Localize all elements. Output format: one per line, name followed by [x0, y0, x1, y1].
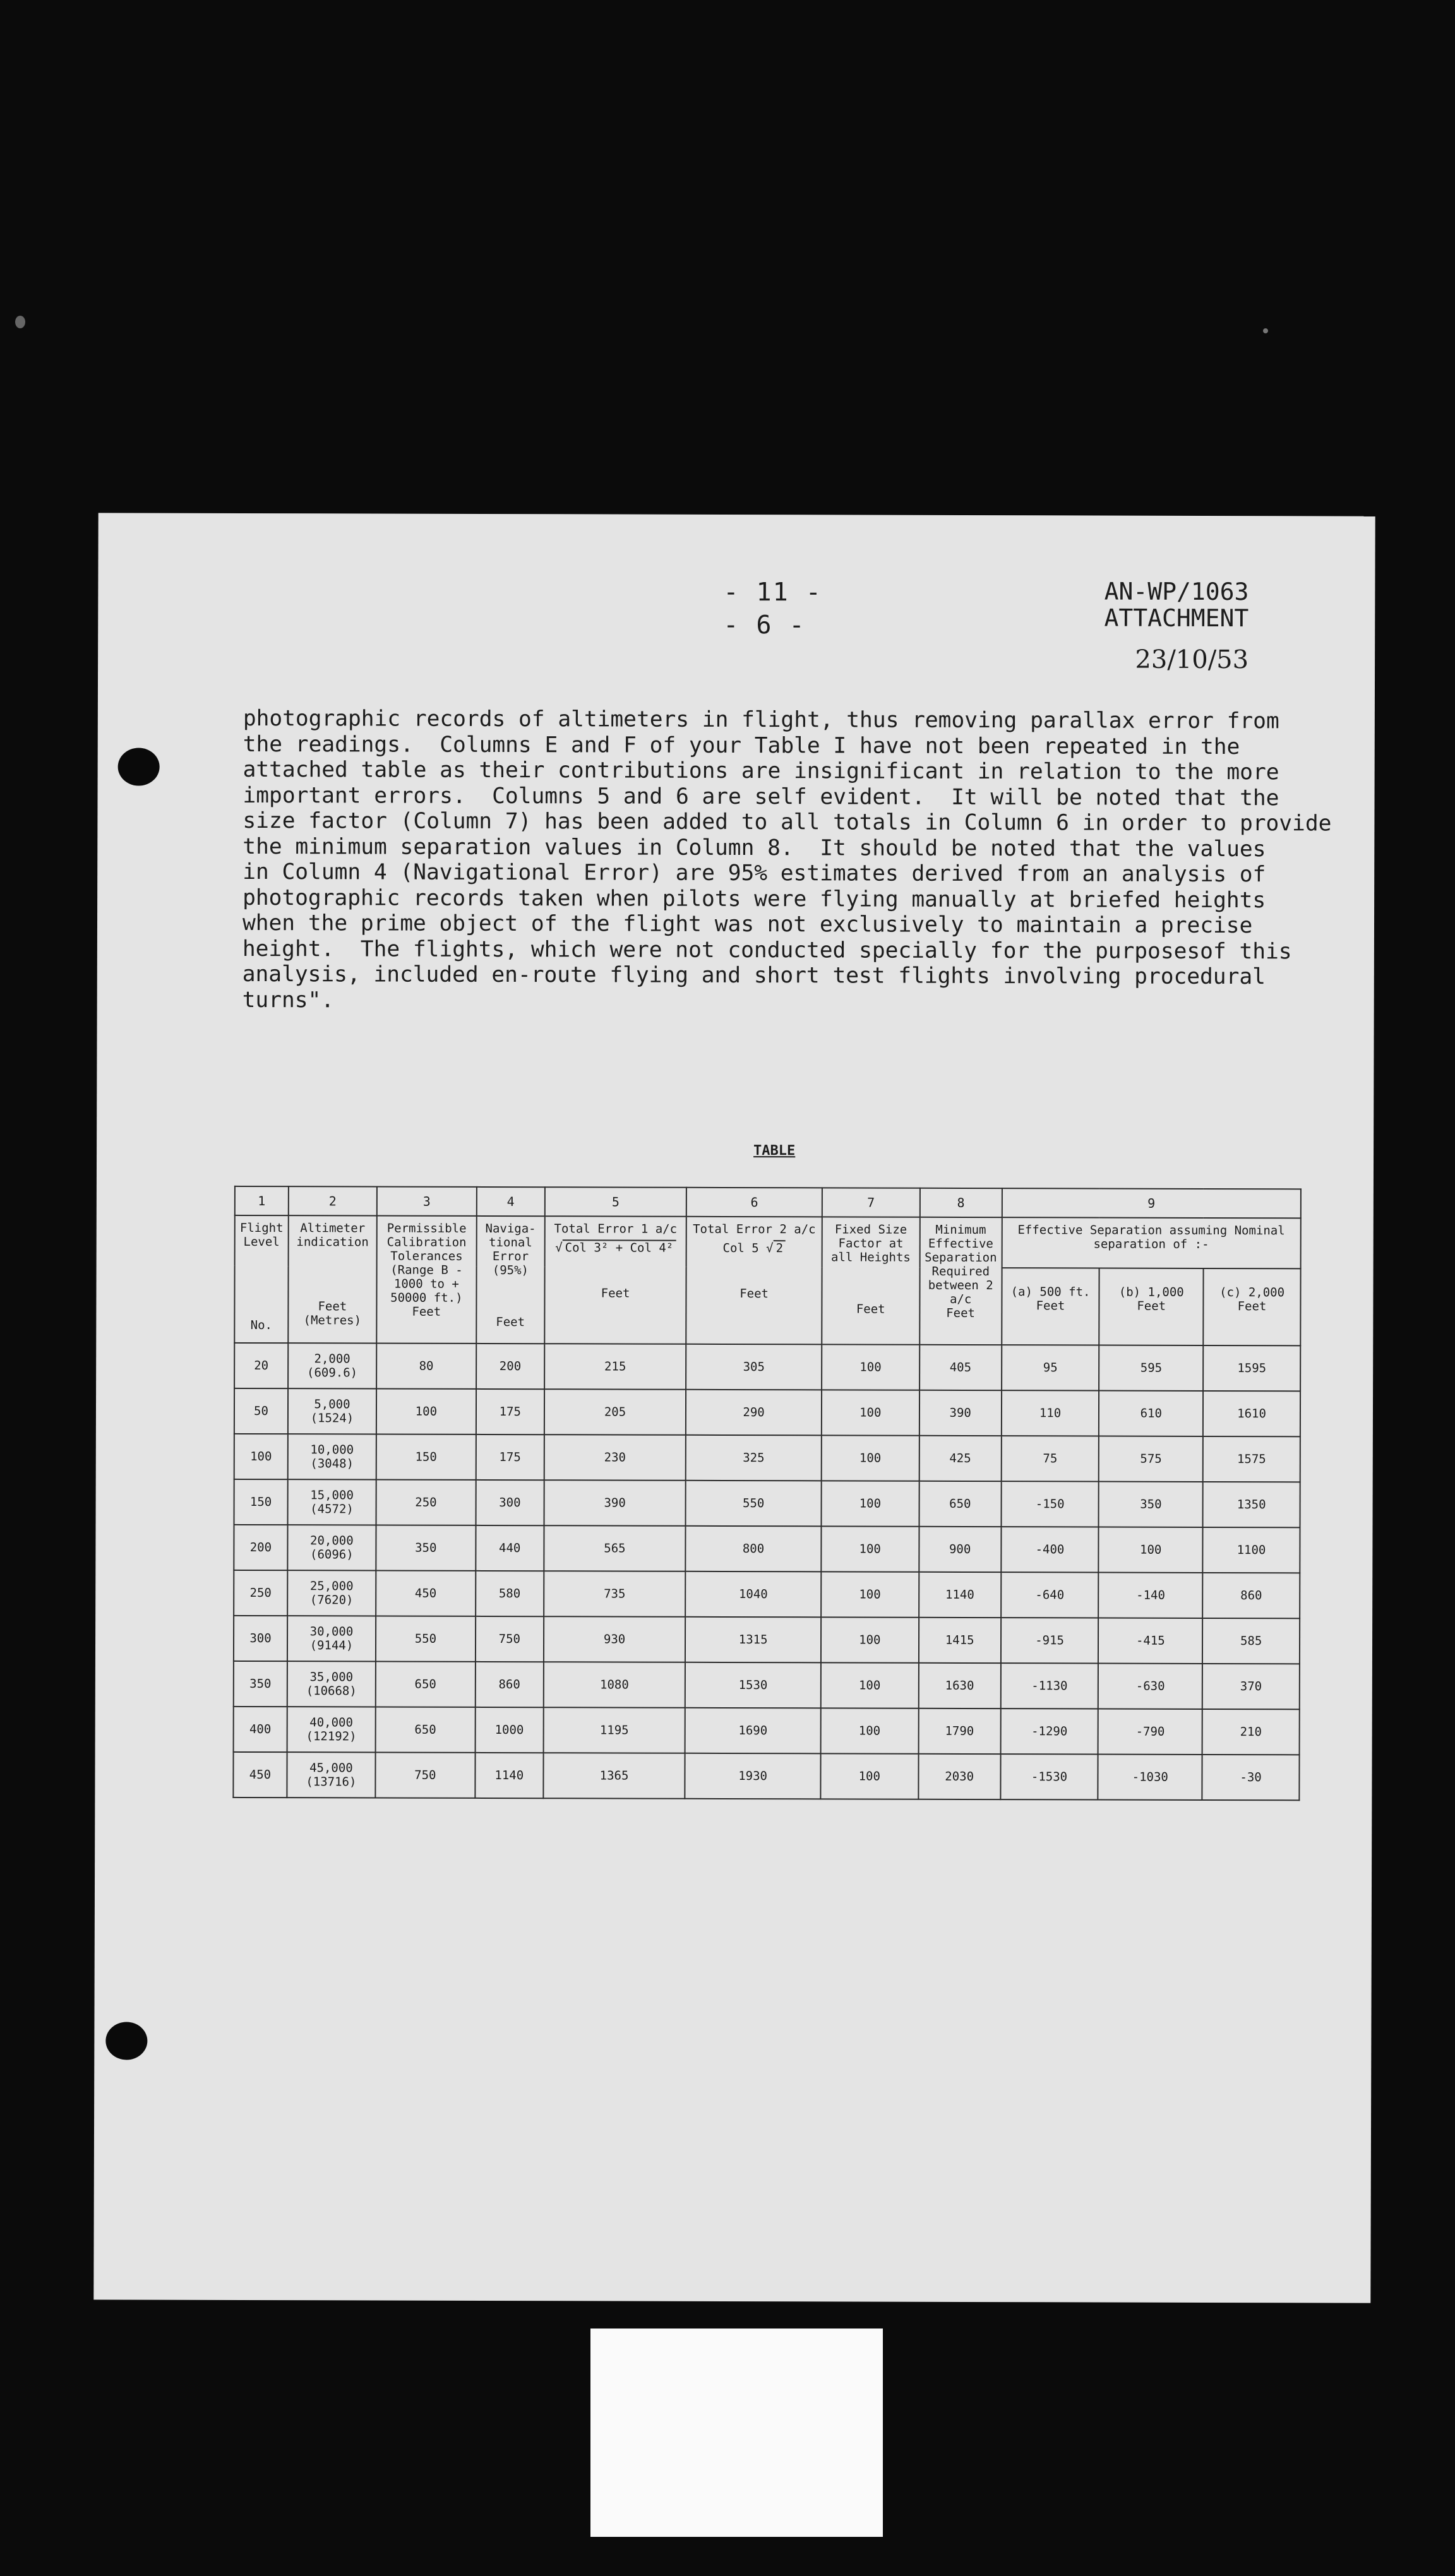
table-cell-c3: 650	[375, 1707, 475, 1753]
edge-speck	[15, 316, 25, 328]
table-cell-c6: 1930	[685, 1753, 821, 1799]
table-cell-c7: 100	[821, 1481, 919, 1526]
table-cell-c4: 860	[476, 1662, 544, 1707]
table-cell-c8: 1415	[919, 1618, 1001, 1663]
table-cell-c: 1350	[1203, 1482, 1300, 1527]
table-cell-c3: 100	[376, 1389, 476, 1434]
table-cell-c4: 580	[476, 1571, 544, 1616]
table-cell-c4: 750	[476, 1616, 544, 1662]
table-cell-c3: 550	[376, 1616, 476, 1662]
table-cell-c6: 800	[686, 1526, 822, 1572]
header-text: (a) 500 ft.	[1010, 1285, 1091, 1299]
table-cell-c5: 230	[544, 1434, 686, 1481]
col-number: 6	[686, 1188, 822, 1217]
page-number-outer: - 11 -	[723, 577, 822, 607]
table-cell-c: 210	[1202, 1709, 1300, 1755]
altitude-metres: (12192)	[306, 1729, 357, 1744]
header-sub-b	[1099, 1268, 1204, 1345]
table-cell-a: -1290	[1000, 1708, 1098, 1754]
table-cell-c5: 390	[544, 1480, 686, 1526]
header-unit: Feet (Metres)	[303, 1299, 362, 1328]
header-text: Total Error 1 a/c	[554, 1222, 678, 1236]
table-cell-c3: 350	[376, 1525, 476, 1571]
header-text: (c) 2,000	[1219, 1285, 1285, 1300]
table-cell-fl: 350	[234, 1661, 287, 1707]
table-cell-c5: 1365	[543, 1753, 685, 1799]
altitude-feet: 30,000	[309, 1625, 354, 1639]
table-cell-fl: 150	[234, 1479, 288, 1525]
table-cell-c6: 305	[686, 1344, 822, 1390]
table-cell-c7: 100	[822, 1390, 919, 1435]
altitude-metres: (13716)	[306, 1775, 357, 1789]
table-cell-c4: 1000	[475, 1707, 543, 1753]
table-cell-c4: 175	[476, 1389, 544, 1434]
table-cell-b: 575	[1099, 1436, 1203, 1482]
header-text: Flight Level	[239, 1220, 284, 1249]
col-number: 2	[289, 1186, 377, 1215]
table-cell-c5: 1195	[543, 1707, 685, 1753]
table-body	[233, 1343, 1300, 1800]
table-cell-alt	[287, 1752, 375, 1798]
header-total-error-1: Total Error 1 a/c √ Col 3² + Col 4² Feet	[544, 1216, 686, 1344]
table-cell-c6: 550	[686, 1481, 822, 1527]
table-cell-b: 595	[1099, 1345, 1204, 1391]
table-cell-c8: 2030	[918, 1754, 1000, 1799]
altitude-feet: 40,000	[309, 1715, 353, 1730]
header-formula: Col 3² + Col 4²	[563, 1239, 676, 1255]
punch-hole-top	[118, 748, 160, 785]
col-number: 4	[477, 1187, 545, 1216]
header-unit: Feet	[1036, 1299, 1065, 1313]
table-cell-c5: 205	[544, 1389, 686, 1435]
table-row	[234, 1525, 1300, 1573]
table-row	[234, 1343, 1300, 1391]
header-altimeter	[288, 1215, 376, 1343]
table-cell-b: -140	[1099, 1573, 1203, 1618]
table-cell-a: -1130	[1000, 1663, 1098, 1708]
altitude-feet: 15,000	[310, 1488, 354, 1503]
table-cell-c5: 215	[544, 1344, 686, 1390]
altitude-metres: (609.6)	[307, 1366, 358, 1380]
table-cell-c8: 425	[919, 1436, 1001, 1481]
table-cell-fl: 300	[234, 1616, 287, 1661]
table-cell-c: 1100	[1202, 1527, 1300, 1573]
table-cell-c7: 100	[821, 1662, 919, 1708]
table-cell-alt	[288, 1343, 376, 1388]
table-cell-c8: 650	[919, 1481, 1001, 1527]
table-cell-fl: 450	[233, 1752, 287, 1798]
altitude-feet: 5,000	[314, 1397, 350, 1412]
body-line: important errors. Columns 5 and 6 are self evident. It will be noted that the	[242, 782, 1279, 811]
header-unit: Feet	[496, 1315, 525, 1330]
table-cell-fl: 200	[234, 1525, 287, 1570]
table-cell-fl: 100	[234, 1434, 288, 1479]
table-row	[233, 1752, 1299, 1800]
body-line: height. The flights, which were not conducted specially for the purposesof this	[242, 936, 1292, 964]
table-cell-c3: 250	[376, 1480, 476, 1525]
col-number: 3	[377, 1187, 477, 1216]
table-cell-b: -1030	[1098, 1755, 1202, 1800]
header-unit: Feet	[412, 1304, 441, 1319]
header-row	[235, 1215, 1301, 1268]
header-navigational	[476, 1216, 544, 1344]
table-row	[234, 1570, 1300, 1618]
table-cell-c7: 100	[820, 1753, 918, 1799]
table-cell-c6: 1040	[685, 1571, 821, 1618]
table-cell-b: -630	[1098, 1664, 1202, 1709]
table-cell-c8: 900	[919, 1527, 1001, 1572]
table-cell-c8: 1630	[918, 1663, 1000, 1708]
punch-hole-bottom	[105, 2022, 147, 2060]
header-unit: Feet	[946, 1306, 976, 1320]
table-cell-c3: 150	[376, 1434, 476, 1480]
altitude-feet: 35,000	[309, 1670, 354, 1685]
table-cell-alt	[288, 1388, 376, 1434]
table-cell-b: 610	[1099, 1391, 1203, 1436]
table-cell-c3: 650	[376, 1662, 476, 1707]
col-number: 9	[1002, 1188, 1300, 1218]
body-line: size factor (Column 7) has been added to all totals in Column 6 in order to provide	[242, 808, 1332, 837]
table-cell-c8: 1790	[918, 1708, 1000, 1754]
table-title: TABLE	[753, 1143, 796, 1159]
header-text: Minimum Effective Separation Required between 2 a/c	[925, 1222, 997, 1306]
table-cell-fl: 400	[234, 1707, 287, 1752]
table-cell-c6: 1530	[685, 1662, 821, 1708]
altitude-metres: (10668)	[306, 1684, 357, 1698]
table-cell-c7: 100	[820, 1708, 918, 1753]
table-cell-c: 1595	[1203, 1345, 1300, 1391]
table-cell-c4: 175	[476, 1434, 544, 1480]
header-text: (b) 1,000	[1118, 1285, 1184, 1299]
altitude-metres: (9144)	[309, 1638, 354, 1653]
header-text: Fixed Size Factor at all Heights	[831, 1222, 911, 1265]
table-cell-fl: 250	[234, 1570, 287, 1616]
table-cell-c5: 930	[544, 1616, 686, 1662]
table-cell-c8: 1140	[919, 1572, 1001, 1618]
table-row	[234, 1661, 1300, 1709]
altitude-feet: 20,000	[310, 1534, 354, 1548]
altitude-feet: 2,000	[314, 1352, 350, 1366]
body-line: turns".	[242, 987, 335, 1013]
altitude-metres: (7620)	[309, 1593, 354, 1607]
header-text: Permissible Calibration Tolerances (Range B - 1000 to + 50000 ft.)	[386, 1221, 467, 1305]
table-cell-c8: 405	[919, 1345, 1002, 1390]
body-line: attached table as their contributions are insignificant in relation to the more	[242, 756, 1279, 785]
document-page	[93, 513, 1375, 2303]
header-size-factor	[822, 1217, 919, 1344]
table-cell-a: -1530	[1000, 1754, 1098, 1799]
table-cell-c6: 1315	[685, 1617, 821, 1663]
table-cell-c: 370	[1202, 1664, 1300, 1709]
table-cell-a: 110	[1002, 1390, 1099, 1436]
table-cell-c4: 440	[476, 1525, 544, 1571]
table-cell-c4: 200	[476, 1344, 544, 1389]
archive-label-card	[590, 2329, 883, 2537]
document-date: 23/10/53	[1135, 645, 1249, 675]
body-line: photographic records taken when pilots were flying manually at briefed heights	[242, 885, 1266, 913]
table-cell-c7: 100	[821, 1526, 919, 1571]
header-unit: Feet	[739, 1287, 769, 1301]
table-cell-c4: 1140	[475, 1753, 543, 1798]
altitude-feet: 45,000	[309, 1761, 353, 1775]
header-text: Altimeter indication	[296, 1221, 369, 1249]
body-paragraph	[242, 705, 1332, 1016]
header-text: Naviga-tional Error (95%)	[485, 1221, 536, 1278]
table-cell-c7: 100	[821, 1617, 919, 1662]
table-cell-b: -790	[1098, 1709, 1202, 1755]
table-cell-alt	[287, 1570, 376, 1616]
header-sub-a	[1002, 1268, 1099, 1345]
header-formula: Col 5	[722, 1241, 759, 1256]
header-minimum-separation	[919, 1217, 1002, 1345]
table-cell-c5: 735	[544, 1571, 686, 1617]
body-line: the minimum separation values in Column 8. It should be noted that the values	[242, 833, 1266, 862]
table-cell-b: -415	[1098, 1618, 1202, 1664]
altitude-feet: 25,000	[309, 1579, 354, 1594]
header-formula-root: 2	[774, 1240, 786, 1255]
table-cell-c7: 100	[821, 1571, 919, 1617]
table-cell-c: 1575	[1203, 1436, 1300, 1482]
table-row	[234, 1707, 1300, 1755]
body-line: in Column 4 (Navigational Error) are 95% estimates derived from an analysis of	[242, 859, 1266, 888]
table-cell-c: -30	[1202, 1755, 1300, 1800]
table-cell-alt	[287, 1616, 376, 1661]
table-cell-b: 100	[1099, 1527, 1203, 1573]
header-unit: Feet	[1237, 1299, 1267, 1314]
table-cell-a: -150	[1001, 1481, 1099, 1527]
table-cell-alt	[287, 1661, 376, 1707]
altitude-metres: (1524)	[310, 1411, 354, 1426]
table-row	[234, 1388, 1300, 1436]
table-cell-c3: 80	[376, 1344, 476, 1389]
table-cell-c: 860	[1202, 1573, 1300, 1618]
body-line: when the prime object of the flight was not exclusively to maintain a precise	[242, 910, 1253, 939]
table-cell-c5: 565	[544, 1525, 686, 1571]
col-number: 5	[545, 1187, 687, 1217]
table-cell-fl: 50	[234, 1388, 288, 1434]
table-cell-c3: 450	[376, 1571, 476, 1616]
header-total-error-2: Total Error 2 a/c Col 5 √ 2 Feet	[686, 1217, 822, 1345]
table-cell-fl: 20	[234, 1343, 288, 1388]
table-cell-b: 350	[1099, 1482, 1203, 1527]
col-number: 8	[920, 1188, 1002, 1217]
header-unit: Feet	[856, 1302, 885, 1316]
table-cell-c3: 750	[375, 1753, 475, 1798]
col-number: 1	[235, 1186, 289, 1215]
table-row	[234, 1479, 1300, 1527]
altitude-metres: (4572)	[310, 1502, 354, 1517]
table-cell-a: -915	[1001, 1618, 1099, 1663]
table-cell-c8: 390	[919, 1390, 1002, 1436]
altitude-metres: (6096)	[309, 1547, 354, 1562]
table-cell-alt	[287, 1479, 376, 1525]
page-number-inner: - 6 -	[723, 610, 806, 640]
table-cell-a: -640	[1001, 1572, 1099, 1618]
header-unit: No.	[250, 1318, 273, 1333]
attachment-label: ATTACHMENT	[1104, 604, 1249, 633]
header-calibration	[376, 1216, 476, 1344]
header-unit: Feet	[1137, 1299, 1166, 1313]
table-cell-c4: 300	[476, 1480, 544, 1525]
header-effective-separation: Effective Separation assuming Nominal separation of :-	[1002, 1217, 1301, 1268]
table-cell-alt	[288, 1434, 376, 1479]
separation-table	[232, 1186, 1302, 1801]
body-line: photographic records of altimeters in flight, thus removing parallax error from	[242, 705, 1279, 734]
table-row	[234, 1434, 1300, 1482]
header-text: Total Error 2 a/c	[693, 1222, 816, 1237]
body-line: analysis, included en-route flying and short test flights involving procedural	[242, 961, 1266, 990]
column-number-row	[235, 1186, 1301, 1218]
table-row	[234, 1616, 1300, 1664]
table-cell-a: 95	[1002, 1345, 1099, 1390]
table-cell-c6: 290	[686, 1390, 822, 1436]
document-reference: AN-WP/1063	[1104, 577, 1249, 606]
body-line: the readings. Columns E and F of your Table I have not been repeated in the	[242, 731, 1240, 760]
table-cell-c6: 325	[686, 1435, 822, 1481]
col-number: 7	[822, 1188, 920, 1217]
table-cell-c: 585	[1202, 1618, 1300, 1664]
edge-speck	[1263, 328, 1268, 333]
table-cell-c7: 100	[822, 1435, 919, 1481]
table-cell-c6: 1690	[685, 1708, 821, 1754]
table-cell-a: 75	[1001, 1436, 1099, 1481]
table-cell-alt	[287, 1707, 376, 1752]
table-cell-c: 1610	[1203, 1391, 1300, 1436]
table-cell-a: -400	[1001, 1527, 1099, 1572]
altitude-feet: 10,000	[310, 1443, 354, 1457]
table-cell-alt	[287, 1525, 376, 1570]
table-cell-c5: 1080	[544, 1662, 686, 1708]
header-unit: Feet	[601, 1286, 630, 1301]
altitude-metres: (3048)	[310, 1457, 354, 1471]
header-flight-level	[234, 1215, 288, 1343]
table-cell-c7: 100	[822, 1344, 919, 1390]
header-sub-c	[1203, 1268, 1300, 1345]
